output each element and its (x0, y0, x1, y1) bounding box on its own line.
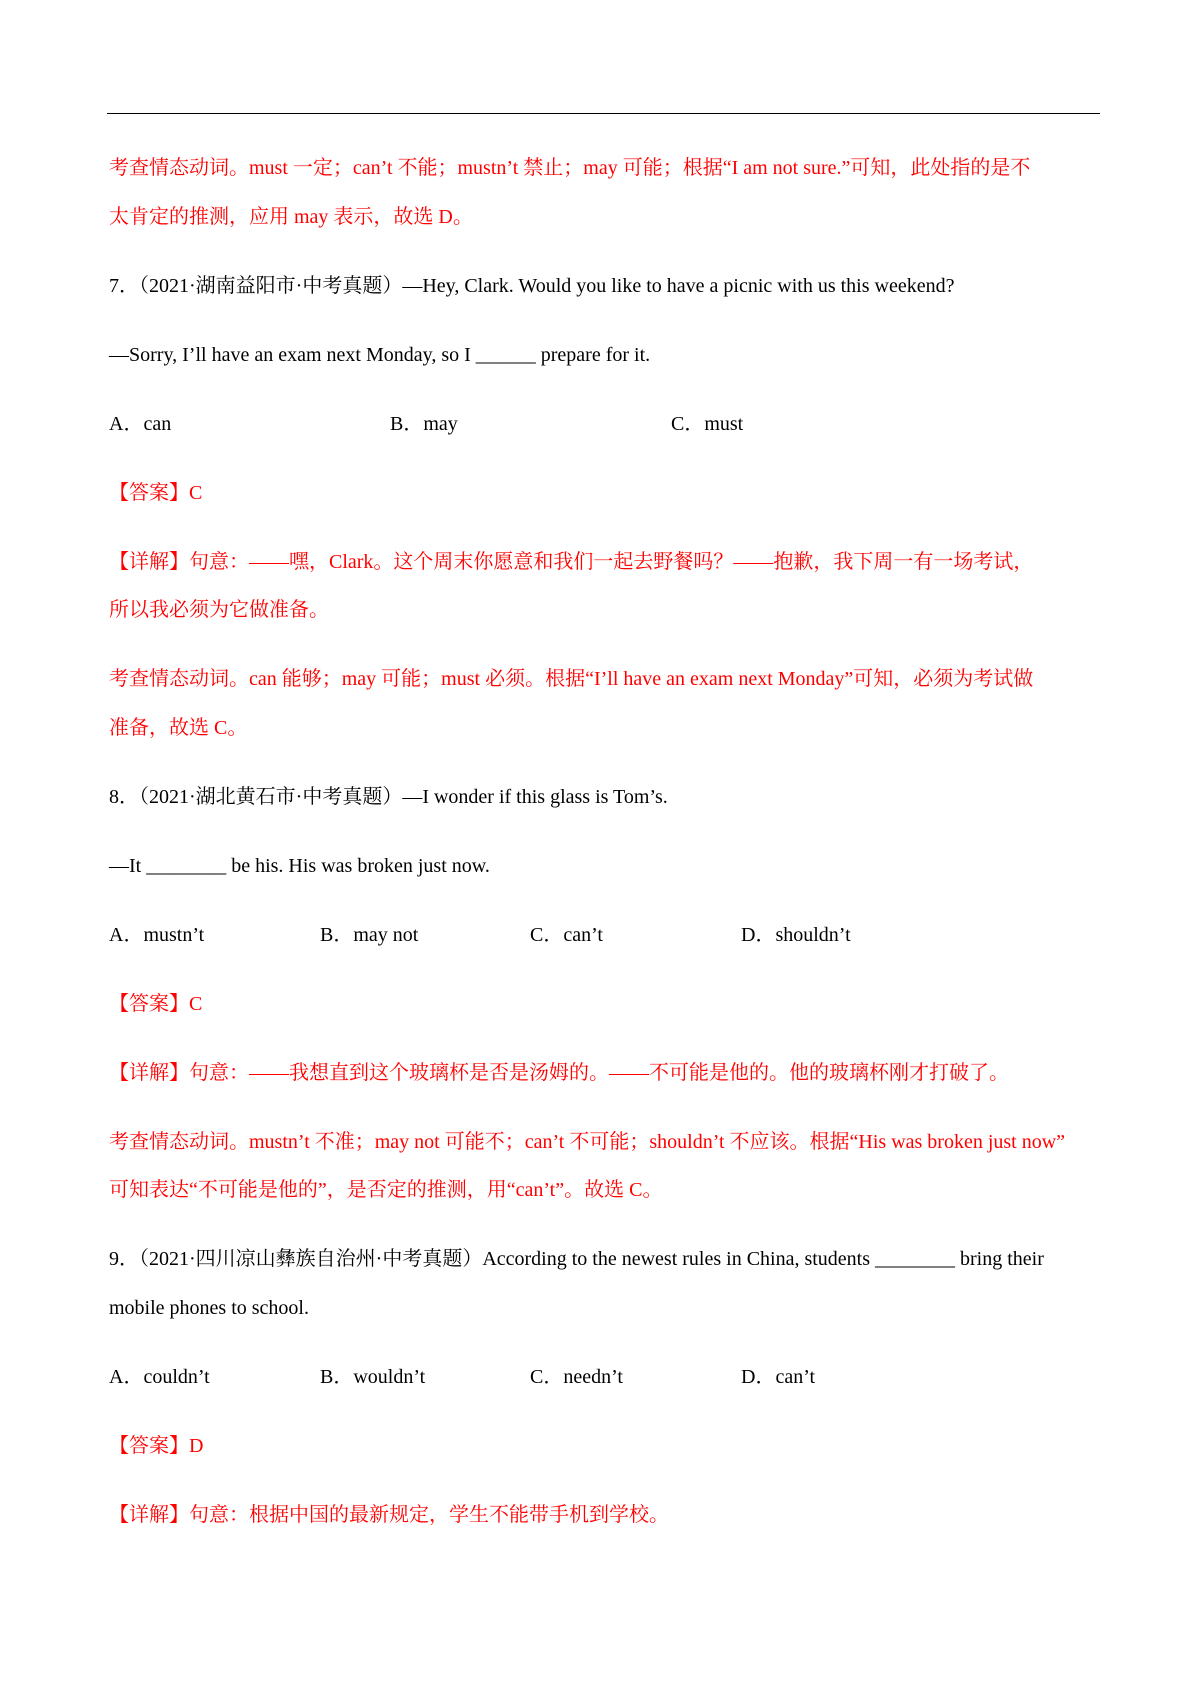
q9-detail-line-1: 【详解】句意：根据中国的最新规定，学生不能带手机到学校。 (109, 1504, 669, 1526)
q6-analysis-line-2: 太肯定的推测，应用 may 表示，故选 D。 (109, 206, 473, 228)
q9-option-c: C．needn’t (530, 1366, 623, 1388)
q6-analysis-line-1: 考查情态动词。must 一定；can’t 不能；mustn’t 禁止；may 可能；根据“I am not sure.”可知，此处指的是不 (109, 157, 1031, 179)
q7-dialogue-line-2: —Sorry, I’ll have an exam next Monday, so I ______ prepare for it. (109, 344, 651, 366)
q9-option-b: B．wouldn’t (320, 1366, 426, 1388)
q8-option-a: A．mustn’t (109, 924, 205, 946)
q7-option-a: A．can (109, 413, 172, 435)
q7-option-c: C．must (671, 413, 744, 435)
q7-detail-line-1: 【详解】句意：——嘿，Clark。这个周末你愿意和我们一起去野餐吗？——抱歉，我下周一有一场考试， (109, 551, 1034, 573)
q8-option-b: B．may not (320, 924, 419, 946)
q7-answer: 【答案】C (109, 482, 203, 504)
q7-option-b: B．may (390, 413, 458, 435)
q9-stem: 9．（2021·四川凉山彝族自治州·中考真题）According to the newest rules in China, students ________ bring their (109, 1248, 1044, 1270)
q8-analysis-line-2: 可知表达“不可能是他的”，是否定的推测，用“can’t”。故选 C。 (109, 1179, 663, 1201)
q9-stem-line-2: mobile phones to school. (109, 1297, 309, 1319)
q7-detail-line-2: 所以我必须为它做准备。 (109, 599, 329, 621)
q9-option-a: A．couldn’t (109, 1366, 210, 1388)
q7-stem: 7．（2021·湖南益阳市·中考真题）—Hey, Clark. Would you like to have a picnic with us this weekend? (109, 275, 955, 297)
q8-answer: 【答案】C (109, 993, 203, 1015)
q8-analysis-line-1: 考查情态动词。mustn’t 不准；may not 可能不；can’t 不可能；shouldn’t 不应该。根据“His was broken just now” (109, 1131, 1066, 1153)
q9-option-d: D．can’t (741, 1366, 816, 1388)
q9-answer: 【答案】D (109, 1435, 204, 1457)
q8-dialogue-line-2: —It ________ be his. His was broken just now. (109, 855, 490, 877)
q8-option-d: D．shouldn’t (741, 924, 851, 946)
q8-stem: 8．（2021·湖北黄石市·中考真题）—I wonder if this glass is Tom’s. (109, 786, 668, 808)
header-rule (107, 113, 1100, 114)
q8-detail-line-1: 【详解】句意：——我想直到这个玻璃杯是否是汤姆的。——不可能是他的。他的玻璃杯刚才打破了。 (109, 1062, 1009, 1084)
q7-analysis-line-2: 准备，故选 C。 (109, 717, 248, 739)
q7-analysis-line-1: 考查情态动词。can 能够；may 可能；must 必须。根据“I’ll have an exam next Monday”可知，必须为考试做 (109, 668, 1034, 690)
q8-option-c: C．can’t (530, 924, 603, 946)
